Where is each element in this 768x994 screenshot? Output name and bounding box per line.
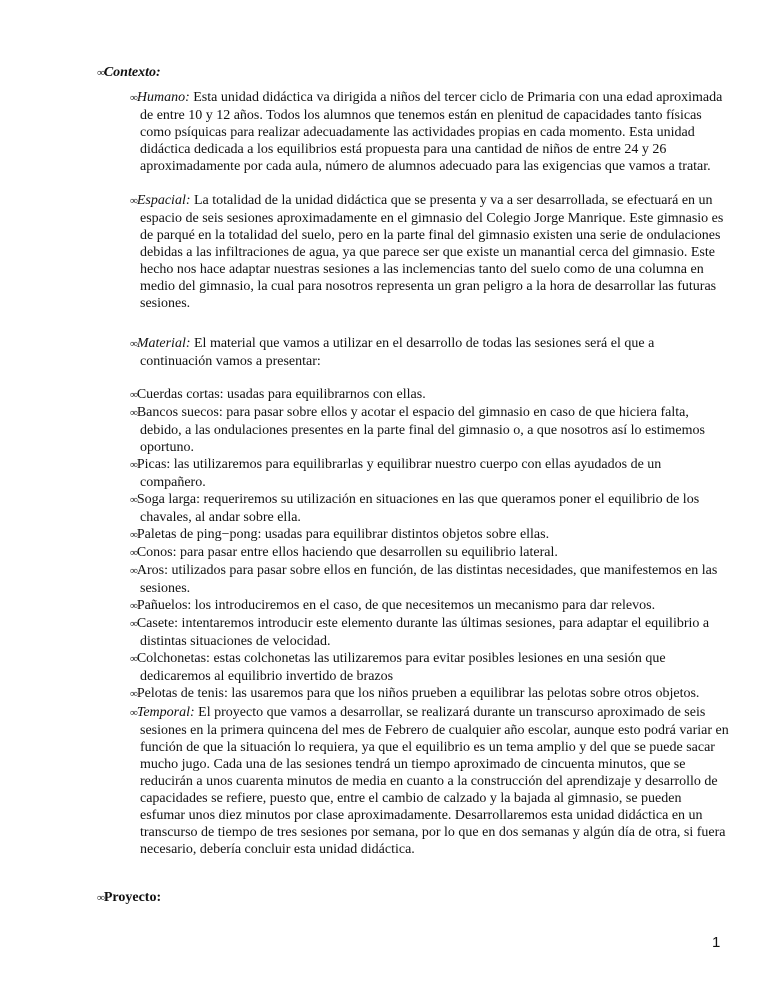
- paragraph-temporal: [130, 704, 730, 858]
- infinity-bullet-icon: ∞: [130, 618, 137, 630]
- infinity-bullet-icon: ∞: [130, 338, 137, 350]
- infinity-bullet-icon: ∞: [130, 407, 137, 419]
- list-item: ∞Casete: intentaremos introducir este elemento durante las últimas sesiones, para adaptar el equilibrio a distintas situaciones de velocidad.: [130, 616, 710, 649]
- heading-contexto: [97, 64, 161, 82]
- list-item: ∞Paletas de ping−pong: usadas para equilibrar distintos objetos sobre ellas.: [130, 527, 550, 542]
- list-item: ∞Soga larga: requeriremos su utilización en situaciones en las que queramos poner el equilibrio de los chavales, al andar sobre ella.: [130, 492, 700, 525]
- paragraph-espacial: [130, 192, 730, 312]
- heading-contexto-text: Contexto:: [103, 65, 161, 80]
- label-temporal: Temporal:: [136, 705, 195, 720]
- list-item: ∞Aros: utilizados para pasar sobre ellos en función, de las distintas necesidades, que manifestemos en las sesiones.: [130, 563, 718, 596]
- list-item: ∞Conos: para pasar entre ellos haciendo que desarrollen su equilibrio lateral.: [130, 545, 558, 560]
- infinity-bullet-icon: ∞: [130, 707, 137, 719]
- list-item: ∞Pelotas de tenis: las usaremos para que los niños prueben a equilibrar las pelotas sobre otros objetos.: [130, 686, 700, 701]
- list-item: ∞Picas: las utilizaremos para equilibrarlas y equilibrar nuestro cuerpo con ellas ayudados de un compañero.: [130, 457, 662, 490]
- heading-proyecto: [97, 889, 161, 907]
- list-item: ∞Bancos suecos: para pasar sobre ellos y acotar el espacio del gimnasio en caso de que hiciera falta, debido, a las ondulaciones presentes en la parte final del gimnasio o, a que nosotros así lo estimemos oportuno.: [130, 405, 705, 455]
- infinity-bullet-icon: ∞: [130, 547, 137, 559]
- text-humano: Esta unidad didáctica va dirigida a niños del tercer ciclo de Primaria con una edad aproximada de entre 10 y 12 años. Todos los alumnos que tenemos están en plenitud de capacidades tanto físicas como psíquicas para realizar adecuadamente las actividades propias en cada momento. Esta unidad didáctica dedicada a los equilibrios está propuesta para una cantidad de niños de entre 24 y 26 aproximadamente por cada aula, número de alumnos adecuado para las exigencias que vamos a tratar.: [140, 90, 723, 174]
- label-material: Material:: [136, 336, 191, 351]
- page-number: 1: [712, 934, 721, 951]
- infinity-bullet-icon: ∞: [130, 459, 137, 471]
- text-espacial: La totalidad de la unidad didáctica que se presenta y va a ser desarrollada, se efectuará en un espacio de seis sesiones aproximadamente en el gimnasio del Colegio Jorge Manrique. Este gimnasio es de parqué en la totalidad del suelo, pero en la parte final del gimnasio existen una serie de ondulaciones debidas a las infiltraciones de agua, ya que parece ser que existe un manantial cerca del gimnasio. Este hecho nos hace adaptar nuestras sesiones a las inclemencias tanto del suelo como de una columna en medio del gimnasio, la cual para nosotros representa un gran peligro a la hora de desarrollar las futuras sesiones.: [140, 193, 724, 311]
- infinity-bullet-icon: ∞: [130, 529, 137, 541]
- infinity-bullet-icon: ∞: [130, 653, 137, 665]
- list-item: ∞Pañuelos: los introduciremos en el caso, de que necesitemos un mecanismo para dar relevos.: [130, 598, 656, 613]
- infinity-bullet-icon: ∞: [130, 688, 137, 700]
- list-item: ∞Cuerdas cortas: usadas para equilibrarnos con ellas.: [130, 387, 426, 402]
- label-espacial: Espacial:: [136, 193, 191, 208]
- paragraph-material: [130, 335, 730, 370]
- text-material: El material que vamos a utilizar en el desarrollo de todas las sesiones será el que a continuación vamos a presentar:: [140, 336, 655, 369]
- infinity-bullet-icon: ∞: [97, 67, 104, 79]
- label-humano: Humano:: [136, 90, 190, 105]
- material-list: [130, 386, 730, 703]
- infinity-bullet-icon: ∞: [97, 892, 104, 904]
- infinity-bullet-icon: ∞: [130, 494, 137, 506]
- heading-proyecto-text: Proyecto:: [103, 890, 162, 905]
- list-item: ∞Colchonetas: estas colchonetas las utilizaremos para evitar posibles lesiones en una sesión que dedicaremos al equilibrio invertido de brazos: [130, 651, 666, 684]
- infinity-bullet-icon: ∞: [130, 389, 137, 401]
- infinity-bullet-icon: ∞: [130, 600, 137, 612]
- infinity-bullet-icon: ∞: [130, 565, 137, 577]
- infinity-bullet-icon: ∞: [130, 195, 137, 207]
- infinity-bullet-icon: ∞: [130, 92, 137, 104]
- text-temporal: El proyecto que vamos a desarrollar, se realizará durante un transcurso aproximado de seis sesiones en la primera quincena del mes de Febrero de cualquier año escolar, aunque esto podrá variar en función de que la situación lo requiera, ya que el equilibrio es un tema amplio y del que se puede sacar mucho jugo. Cada una de las sesiones tendrá un tiempo aproximado de cincuenta minutos, que se reducirán a unos cuarenta minutos de media en cuanto a la construcción del aprendizaje y desarrollo de capacidades se refiere, puesto que, entre el cambio de calzado y la bajada al gimnasio, se pueden esfumar unos diez minutos por clase aproximadamente. Desarrollaremos esta unidad didáctica en un transcurso de tiempo de tres sesiones por semana, por lo que en dos semanas y algún día de otra, si fuera necesario, debería concluir esta unidad didáctica.: [140, 705, 729, 857]
- paragraph-humano: [130, 89, 730, 175]
